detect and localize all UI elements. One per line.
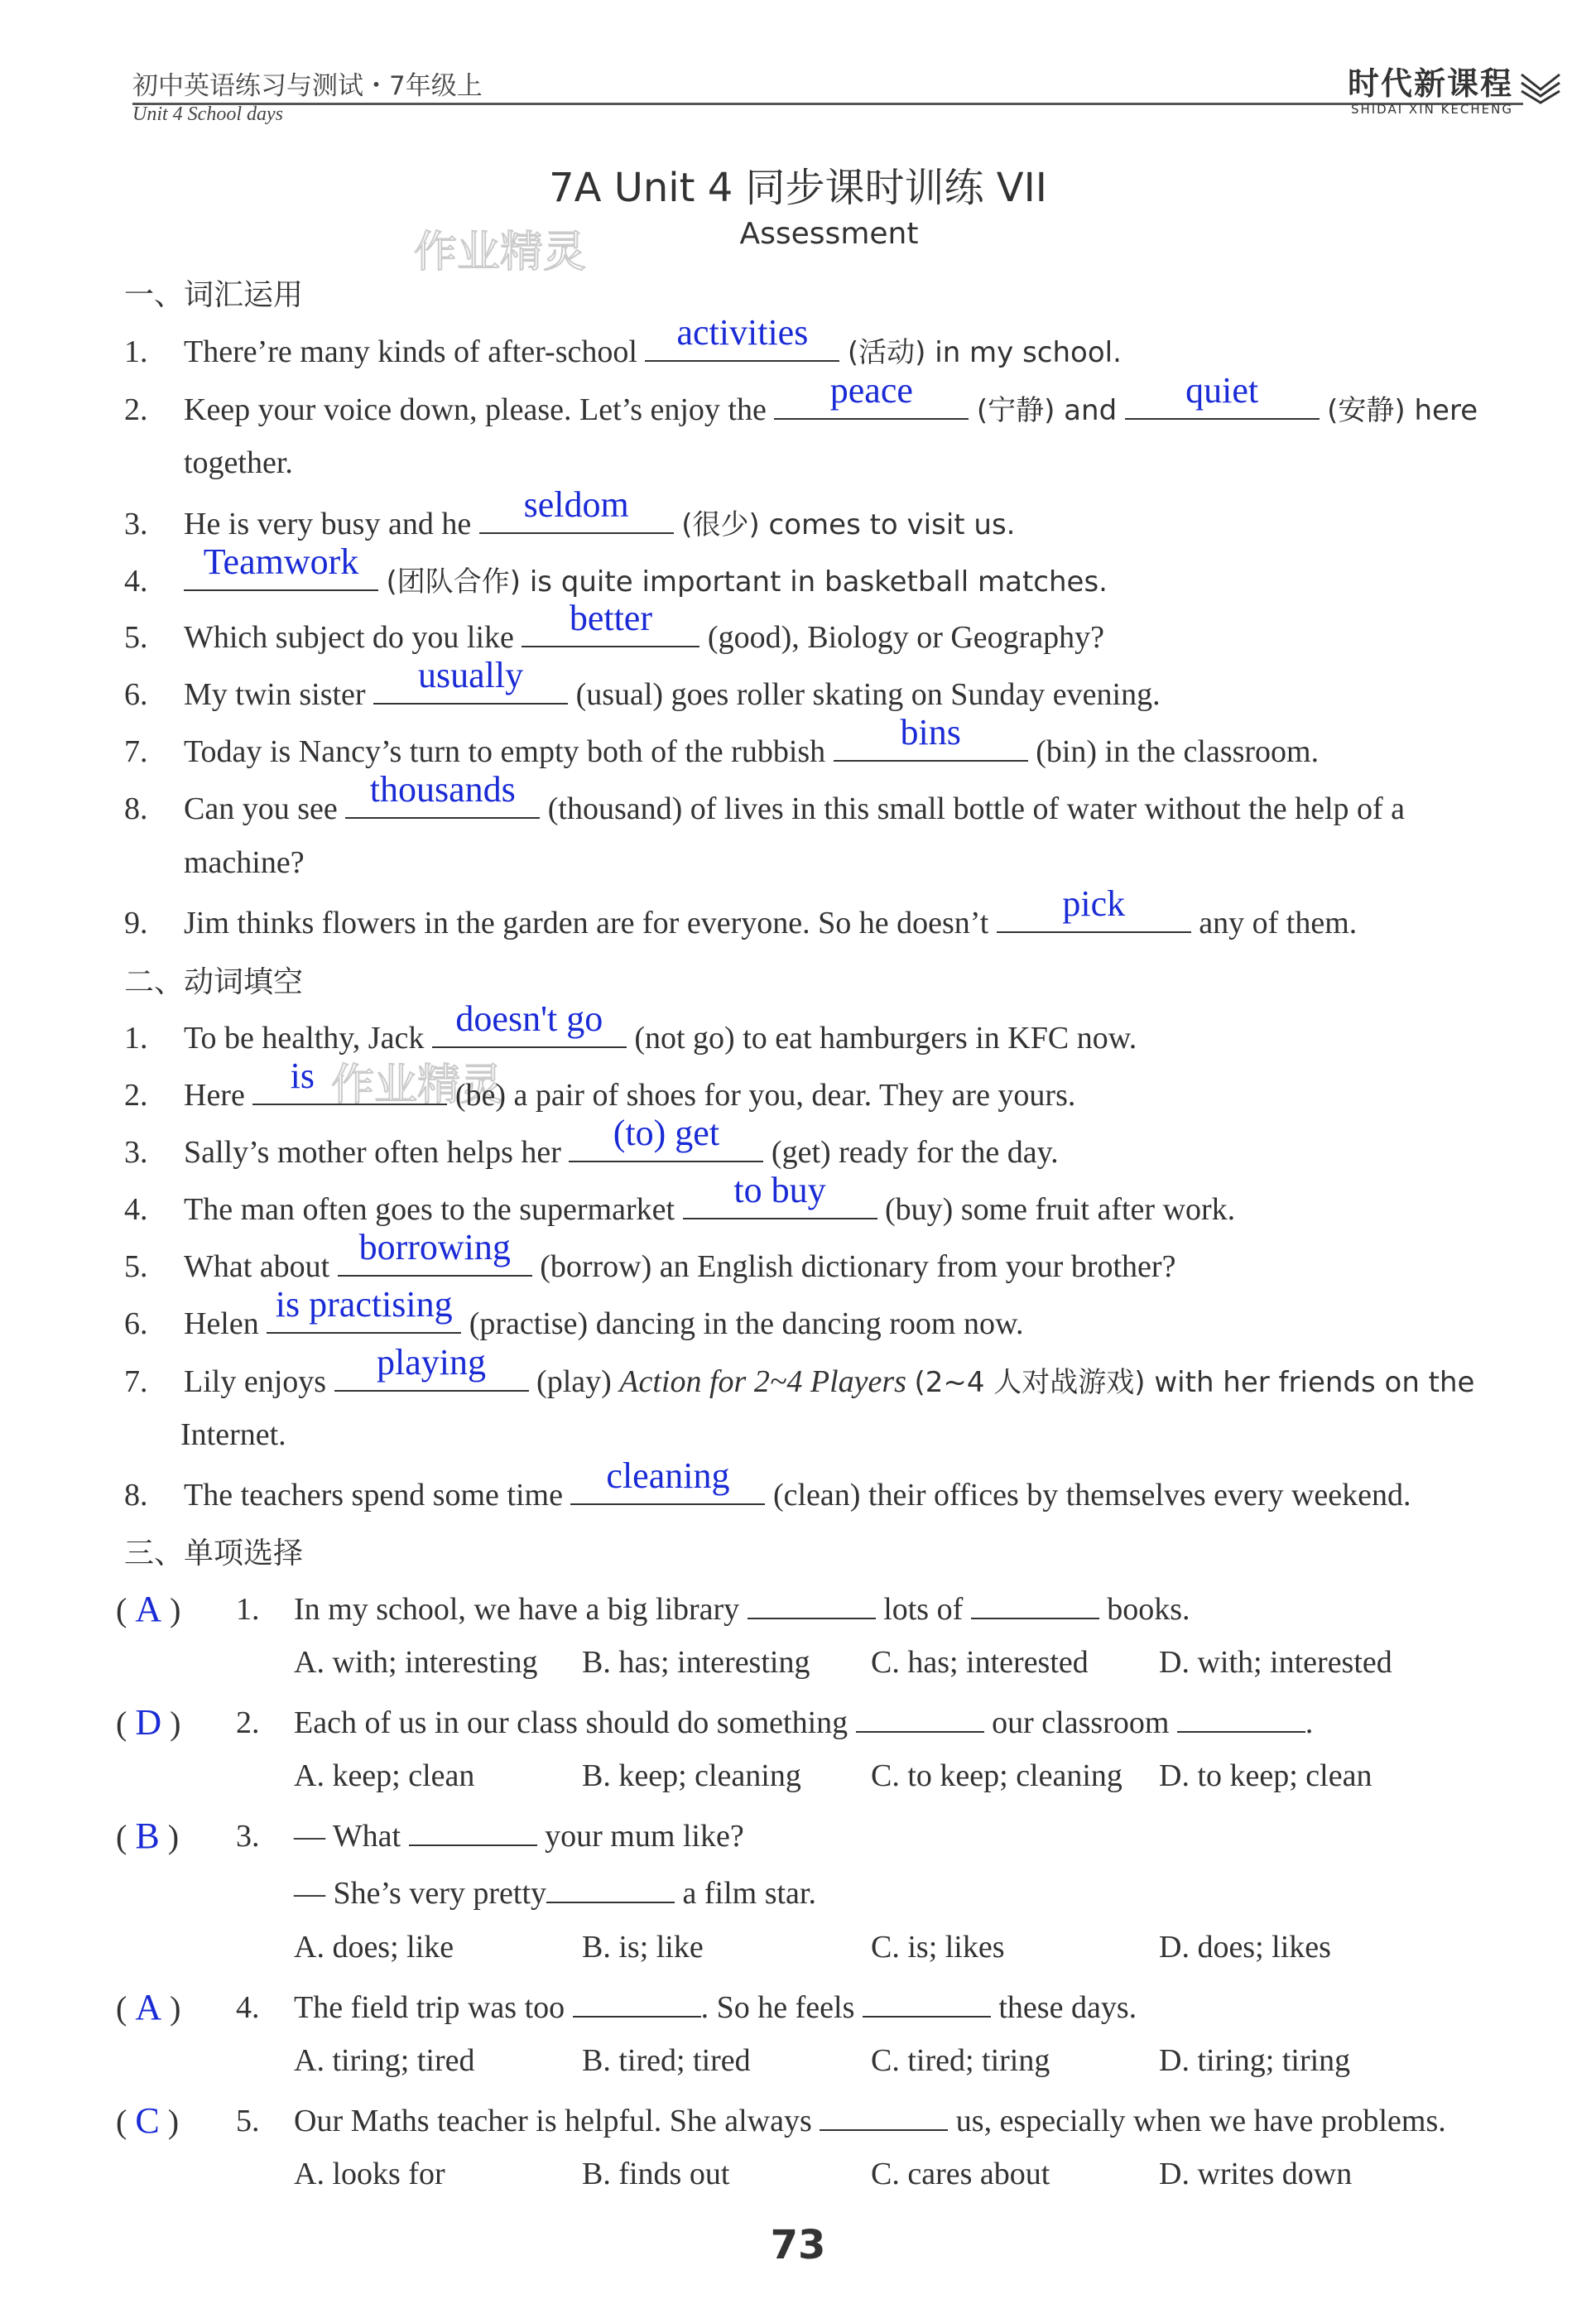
- option-c[interactable]: C. to keep; cleaning: [871, 1758, 1122, 1793]
- section-vocabulary-heading: 一、词汇运用: [124, 278, 304, 312]
- vocab-item-2: 2. Keep your voice down, please. Let’s enjoy the peace (宁静) and quiet (安静) here: [124, 370, 1478, 427]
- option-b[interactable]: B. tired; tired: [582, 2043, 751, 2078]
- choice-item-3-line2: — She’s very pretty a film star.: [294, 1872, 816, 1912]
- option-a[interactable]: A. does; like: [294, 1930, 454, 1965]
- svg-text:作业精灵: 作业精灵: [414, 228, 587, 277]
- option-c[interactable]: C. cares about: [871, 2157, 1050, 2191]
- answer-blank[interactable]: is practising: [267, 1302, 461, 1334]
- choice-answer-2: ( D ): [116, 1702, 181, 1743]
- choice-item-2: 2. Each of us in our class should do something our classroom .: [236, 1701, 1313, 1741]
- verb-item-7: 7. Lily enjoys playing (play) Action for 2~4 Players (2~4 人对战游戏) with her friends on the: [124, 1342, 1475, 1399]
- svg-text:作业精灵: 作业精灵: [331, 1060, 504, 1110]
- vocab-item-9: 9. Jim thinks flowers in the garden are for everyone. So he doesn’t pick any of them.: [124, 883, 1358, 940]
- answer-blank[interactable]: better: [522, 616, 699, 647]
- verb-item-6: 6. Helen is practising (practise) dancing in the dancing room now.: [124, 1284, 1024, 1341]
- option-c[interactable]: C. is; likes: [871, 1930, 1005, 1965]
- option-b[interactable]: B. finds out: [582, 2157, 730, 2191]
- verb-item-5: 5. What about borrowing (borrow) an English dictionary from your brother?: [124, 1227, 1176, 1284]
- header-rule: [132, 103, 1523, 105]
- vocab-item-2-cont: together.: [184, 445, 293, 480]
- option-b[interactable]: B. has; interesting: [582, 1645, 810, 1680]
- option-c[interactable]: C. tired; tiring: [871, 2043, 1050, 2078]
- option-a[interactable]: A. keep; clean: [294, 1758, 475, 1793]
- option-a[interactable]: A. tiring; tired: [294, 2043, 475, 2078]
- verb-item-8: 8. The teachers spend some time cleaning (clean) their offices by themselves every weekend.: [124, 1455, 1411, 1513]
- answer-blank[interactable]: bins: [834, 730, 1028, 762]
- answer-blank[interactable]: peace: [774, 388, 969, 420]
- option-d[interactable]: D. tiring; tiring: [1159, 2043, 1351, 2078]
- verb-item-4: 4. The man often goes to the supermarket to buy (buy) some fruit after work.: [124, 1170, 1236, 1227]
- choice-item-1: 1. In my school, we have a big library lots of books.: [236, 1588, 1190, 1628]
- choice-item-4: 4. The field trip was too . So he feels these days.: [236, 1986, 1137, 2026]
- vocab-item-3: 3. He is very busy and he seldom (很少) comes to visit us.: [124, 484, 1016, 541]
- answer-blank[interactable]: quiet: [1125, 388, 1320, 420]
- verb-item-1: 1. To be healthy, Jack doesn't go (not go) to eat hamburgers in KFC now.: [124, 998, 1137, 1056]
- option-b[interactable]: B. is; like: [582, 1930, 704, 1965]
- verb-item-2: 2. Here is (be) a pair of shoes for you, dear. They are yours.: [124, 1056, 1076, 1113]
- verb-item-7-cont: Internet.: [180, 1417, 286, 1452]
- answer-blank[interactable]: playing: [334, 1360, 529, 1392]
- answer-blank[interactable]: (to) get: [569, 1131, 763, 1162]
- vocab-item-8-cont: machine?: [184, 845, 305, 880]
- brand-logo-icon: [1520, 66, 1561, 108]
- option-d[interactable]: D. does; likes: [1159, 1930, 1331, 1965]
- answer-blank[interactable]: thousands: [345, 787, 540, 819]
- vocab-item-4: 4. Teamwork (团队合作) is quite important in basketball matches.: [124, 541, 1108, 599]
- answer-blank[interactable]: is: [252, 1074, 447, 1105]
- vocab-item-1: 1. There’re many kinds of after-school activities (活动) in my school.: [124, 312, 1122, 369]
- choice-answer-1: ( A ): [116, 1589, 181, 1629]
- book-title: 初中英语练习与测试・7年级上: [132, 71, 483, 101]
- vocab-item-6: 6. My twin sister usually (usual) goes roller skating on Sunday evening.: [124, 655, 1161, 712]
- choice-item-3: 3. — What your mum like?: [236, 1815, 744, 1854]
- verb-item-3: 3. Sally’s mother often helps her (to) get (get) ready for the day.: [124, 1113, 1059, 1170]
- option-d[interactable]: D. writes down: [1159, 2157, 1353, 2191]
- vocab-item-8: 8. Can you see thousands (thousand) of lives in this small bottle of water without the help of a: [124, 769, 1406, 826]
- choice-item-5: 5. Our Maths teacher is helpful. She always us, especially when we have problems.: [236, 2099, 1446, 2139]
- watermark-logo: [410, 217, 600, 283]
- page-title: 7A Unit 4 同步课时训练 VII: [549, 165, 1047, 211]
- option-d[interactable]: D. to keep; clean: [1159, 1758, 1372, 1793]
- answer-blank[interactable]: Teamwork: [184, 560, 378, 591]
- option-b[interactable]: B. keep; cleaning: [582, 1758, 801, 1793]
- answer-blank[interactable]: doesn't go: [432, 1017, 627, 1048]
- brand-cn: 时代新课程: [1347, 65, 1513, 102]
- choice-answer-4: ( A ): [116, 1987, 181, 2027]
- answer-blank[interactable]: seldom: [479, 503, 674, 534]
- answer-blank[interactable]: borrowing: [338, 1245, 532, 1277]
- unit-label: Unit 4 School days: [132, 103, 283, 125]
- page-subtitle: Assessment: [739, 217, 919, 251]
- choice-answer-5: ( C ): [116, 2100, 180, 2141]
- answer-blank[interactable]: activities: [645, 330, 839, 362]
- choice-answer-3: ( B ): [116, 1816, 180, 1856]
- option-d[interactable]: D. with; interested: [1159, 1645, 1392, 1680]
- page-number: 73: [770, 2222, 826, 2268]
- brand: [1348, 58, 1513, 117]
- answer-blank[interactable]: to buy: [683, 1188, 877, 1219]
- option-c[interactable]: C. has; interested: [871, 1645, 1089, 1680]
- section-verbs-heading: 二、动词填空: [124, 965, 304, 999]
- answer-blank[interactable]: pick: [997, 902, 1191, 933]
- vocab-item-5: 5. Which subject do you like better (good), Biology or Geography?: [124, 598, 1105, 655]
- option-a[interactable]: A. looks for: [294, 2157, 445, 2191]
- brand-en: SHIDAI XIN KECHENG: [1350, 102, 1513, 117]
- answer-blank[interactable]: cleaning: [570, 1474, 765, 1505]
- answer-blank[interactable]: usually: [373, 673, 568, 705]
- vocab-item-7: 7. Today is Nancy’s turn to empty both of the rubbish bins (bin) in the classroom.: [124, 712, 1320, 769]
- section-choice-heading: 三、单项选择: [124, 1537, 304, 1570]
- option-a[interactable]: A. with; interesting: [294, 1645, 538, 1680]
